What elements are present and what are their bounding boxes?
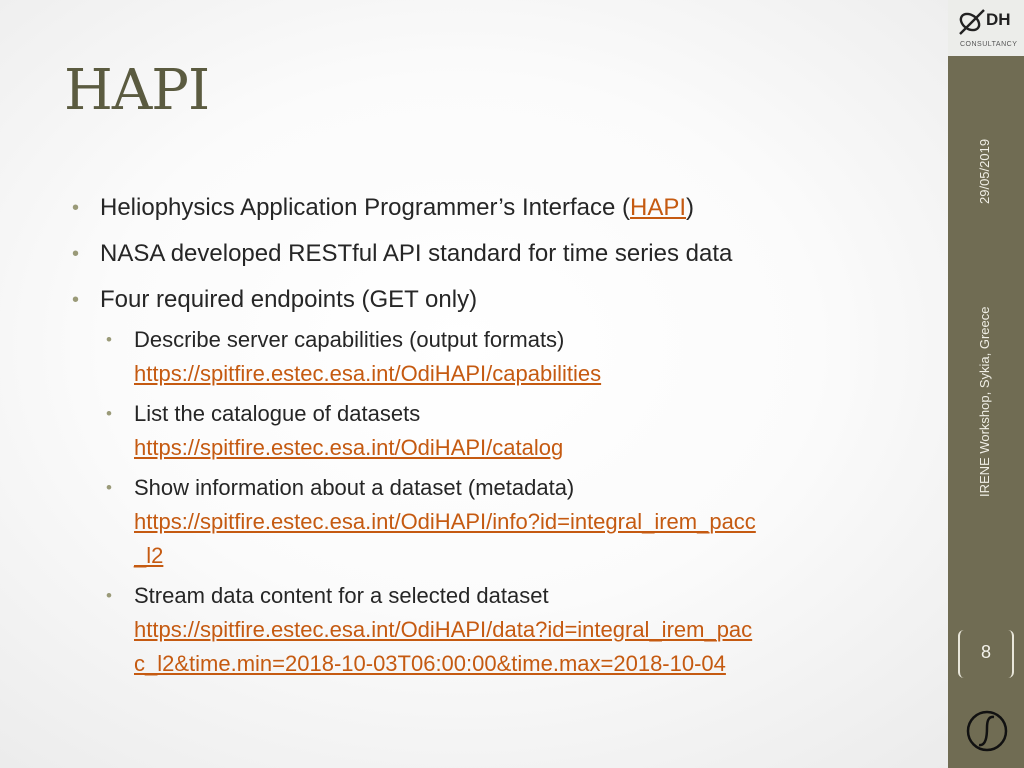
sub-bullet-text: Stream data content for a selected dataset (134, 583, 549, 608)
info-link-line1[interactable]: https://spitfire.estec.esa.int/OdiHAPI/info?id=integral_irem_pacc (134, 509, 756, 534)
capabilities-link[interactable]: https://spitfire.estec.esa.int/OdiHAPI/capabilities (134, 361, 602, 386)
sub-bullet-data (106, 579, 932, 681)
bullet-text-end: ) (686, 194, 695, 221)
sub-bullet-text: List the catalogue of datasets (134, 401, 421, 426)
bullet-dot-icon: • (106, 330, 112, 349)
hapi-link[interactable]: HAPI (630, 194, 687, 221)
slide-title: HAPI (64, 58, 210, 123)
bullet-endpoints (72, 277, 932, 323)
logo-text: DH (986, 10, 1011, 29)
page-number-box (958, 630, 1014, 678)
bullet-dot-icon: • (72, 243, 80, 265)
bullet-list (72, 185, 932, 687)
catalog-link[interactable]: https://spitfire.estec.esa.int/OdiHAPI/catalog (134, 435, 564, 460)
logo-subtitle: CONSULTANCY (960, 41, 1018, 48)
bullet-dot-icon: • (72, 197, 80, 219)
sub-bullet-capabilities (106, 323, 932, 391)
sub-bullet-info (106, 471, 932, 573)
bullet-text: NASA developed RESTful API standard for time series data (100, 240, 733, 267)
bullet-text: Four required endpoints (GET only) (100, 286, 478, 313)
info-link-line2[interactable]: _l2 (134, 543, 164, 568)
data-link-line2[interactable]: c_l2&time.min=2018-10-03T06:00:00&time.max=2018-10-04 (134, 651, 726, 676)
sub-bullet-text: Show information about a dataset (metadata) (134, 475, 575, 500)
bullet-dot-icon: • (72, 289, 80, 311)
page-number: 8 (980, 642, 991, 662)
data-link-line1[interactable]: https://spitfire.estec.esa.int/OdiHAPI/data?id=integral_irem_pac (134, 617, 753, 642)
bullet-dot-icon: • (106, 404, 112, 423)
slide-footer: IRENE Workshop, Sykia, Greece (977, 306, 992, 497)
sub-bullet-catalog (106, 397, 932, 465)
slide-date: 29/05/2019 (977, 138, 992, 204)
bullet-hapi (72, 185, 932, 231)
bullet-dot-icon: • (106, 478, 112, 497)
bullet-dot-icon: • (106, 586, 112, 605)
company-logo (948, 0, 1024, 56)
bullet-nasa (72, 231, 932, 277)
bullet-text: Heliophysics Application Programmer’s Interface ( (100, 194, 631, 221)
sub-bullet-text: Describe server capabilities (output formats) (134, 327, 565, 352)
integral-sign-circle-icon (964, 708, 1010, 754)
